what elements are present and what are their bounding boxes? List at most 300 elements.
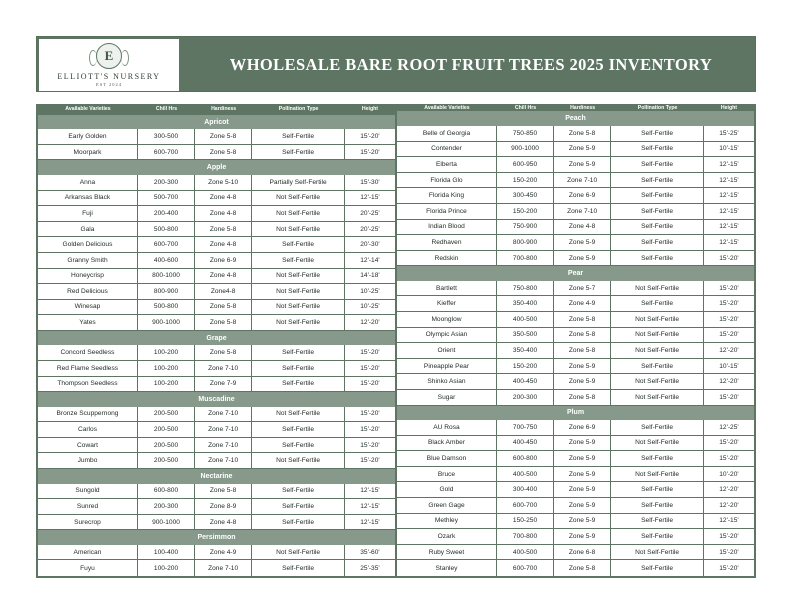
hardiness-cell: Zone 5-8 <box>554 390 611 405</box>
hardiness-cell: Zone 5-8 <box>195 145 252 160</box>
section-header: Apricot <box>38 115 395 130</box>
variety-cell: Belle of Georgia <box>397 126 497 141</box>
hardiness-cell: Zone 4-8 <box>554 220 611 235</box>
height-cell: 12'-15' <box>719 207 739 215</box>
pollination-cell: Self-Fertile <box>252 515 345 530</box>
height-cell: 12'-20' <box>719 378 739 386</box>
chill-hours-cell: 400-500 <box>497 312 554 327</box>
logo-letter: E <box>104 48 114 63</box>
right-sections <box>397 111 754 576</box>
height-cell: 15'-20' <box>360 410 380 418</box>
hardiness-cell: Zone 5-9 <box>554 467 611 482</box>
height-cell: 15'-20' <box>719 564 739 572</box>
pollination-cell: Self-Fertile <box>252 145 345 160</box>
hardiness-cell: Zone 5-9 <box>554 482 611 497</box>
hardiness-cell: Zone 6-9 <box>554 188 611 203</box>
pollination-cell: Not Self-Fertile <box>252 407 345 422</box>
logo-est: EST 2024 <box>95 82 123 87</box>
table-row <box>397 251 754 267</box>
chill-hours-cell: 800-900 <box>138 284 195 299</box>
table-row <box>397 204 754 220</box>
variety-cell: Bartlett <box>397 281 497 296</box>
chill-hours-cell: 600-700 <box>497 560 554 576</box>
variety-cell: Early Golden <box>38 129 138 144</box>
section-header: Nectarine <box>38 469 395 484</box>
height-cell: 10'-15' <box>719 362 739 370</box>
height-cell: 15'-30' <box>360 178 380 186</box>
height-cell: 10'-20' <box>719 470 739 478</box>
chill-hours-cell: 200-300 <box>138 499 195 514</box>
height-cell: 12'-15' <box>719 517 739 525</box>
height-cell: 15'-20' <box>719 548 739 556</box>
variety-cell: American <box>38 545 138 560</box>
table-row <box>397 390 754 406</box>
hardiness-cell: Zone 4-8 <box>195 191 252 206</box>
variety-cell: Blue Damson <box>397 451 497 466</box>
table-row <box>38 191 395 207</box>
height-cell: 12'-15' <box>719 192 739 200</box>
chill-hours-cell: 200-300 <box>138 175 195 190</box>
height-cell: 12'-15' <box>719 238 739 246</box>
pollination-cell: Not Self-Fertile <box>252 206 345 221</box>
left-column <box>38 104 395 576</box>
table-row <box>397 220 754 236</box>
height-cell: 12'-20' <box>719 486 739 494</box>
hardiness-cell: Zone 4-9 <box>554 296 611 311</box>
height-cell: 12'-15' <box>360 518 380 526</box>
variety-cell: Concord Seedless <box>38 345 138 360</box>
variety-cell: Sungold <box>38 484 138 499</box>
header-varieties: Available Varieties <box>65 106 111 113</box>
chill-hours-cell: 300-400 <box>497 482 554 497</box>
height-cell: 12'-20' <box>360 319 380 327</box>
pollination-cell: Self-Fertile <box>611 188 704 203</box>
table-row <box>38 515 395 531</box>
variety-cell: Red Delicious <box>38 284 138 299</box>
section-header: Apple <box>38 160 395 175</box>
pollination-cell: Not Self-Fertile <box>611 436 704 451</box>
pollination-cell: Not Self-Fertile <box>252 545 345 560</box>
header-height: Height <box>361 106 379 113</box>
variety-cell: Gala <box>38 222 138 237</box>
chill-hours-cell: 200-500 <box>138 453 195 468</box>
table-row <box>38 545 395 561</box>
height-cell: 12'-20' <box>719 346 739 354</box>
table-row <box>397 296 754 312</box>
chill-hours-cell: 200-400 <box>138 206 195 221</box>
chill-hours-cell: 150-200 <box>497 359 554 374</box>
chill-hours-cell: 200-500 <box>138 407 195 422</box>
height-cell: 10'-15' <box>719 145 739 153</box>
chill-hours-cell: 600-700 <box>138 237 195 252</box>
hardiness-cell: Zone 7-10 <box>195 361 252 376</box>
variety-cell: Stanley <box>397 560 497 576</box>
hardiness-cell: Zone 6-9 <box>195 253 252 268</box>
variety-cell: Indian Blood <box>397 220 497 235</box>
table-row <box>397 281 754 297</box>
pollination-cell: Not Self-Fertile <box>611 390 704 405</box>
table-row <box>397 482 754 498</box>
hardiness-cell: Zone 5-8 <box>195 345 252 360</box>
table-row <box>397 188 754 204</box>
pollination-cell: Self-Fertile <box>611 235 704 250</box>
height-cell: 15'-20' <box>360 426 380 434</box>
height-cell: 12'-15' <box>360 502 380 510</box>
chill-hours-cell: 600-950 <box>497 157 554 172</box>
variety-cell: Methley <box>397 514 497 529</box>
chill-hours-cell: 700-800 <box>497 529 554 544</box>
variety-cell: Winesap <box>38 300 138 315</box>
hardiness-cell: Zone 5-9 <box>554 157 611 172</box>
pollination-cell: Self-Fertile <box>252 361 345 376</box>
variety-cell: Jumbo <box>38 453 138 468</box>
header-chill: Chill Hrs <box>155 106 178 113</box>
header-chill: Chill Hrs <box>514 104 537 111</box>
chill-hours-cell: 600-800 <box>138 484 195 499</box>
pollination-cell: Self-Fertile <box>611 204 704 219</box>
height-cell: 12'-15' <box>360 487 380 495</box>
variety-cell: Black Amber <box>397 436 497 451</box>
variety-cell: Elberta <box>397 157 497 172</box>
chill-hours-cell: 350-500 <box>497 328 554 343</box>
hardiness-cell: Zone 4-8 <box>195 269 252 284</box>
table-row <box>38 237 395 253</box>
chill-hours-cell: 350-400 <box>497 343 554 358</box>
table-row <box>38 422 395 438</box>
variety-cell: Red Flame Seedless <box>38 361 138 376</box>
table-row <box>397 436 754 452</box>
chill-hours-cell: 700-800 <box>497 251 554 266</box>
section-header: Peach <box>397 111 754 126</box>
table-row <box>397 126 754 142</box>
variety-cell: Florida King <box>397 188 497 203</box>
pollination-cell: Self-Fertile <box>611 359 704 374</box>
variety-cell: Redhaven <box>397 235 497 250</box>
chill-hours-cell: 100-200 <box>138 345 195 360</box>
chill-hours-cell: 150-200 <box>497 173 554 188</box>
chill-hours-cell: 750-900 <box>497 220 554 235</box>
hardiness-cell: Zone 6-8 <box>554 545 611 560</box>
variety-cell: Pineapple Pear <box>397 359 497 374</box>
inventory-table <box>36 104 756 578</box>
chill-hours-cell: 150-250 <box>497 514 554 529</box>
variety-cell: Sunred <box>38 499 138 514</box>
header-varieties: Available Varieties <box>424 104 470 111</box>
variety-cell: Honeycrisp <box>38 269 138 284</box>
column-header <box>38 104 395 115</box>
right-column <box>397 104 754 576</box>
height-cell: 20'-25' <box>360 225 380 233</box>
section-header: Grape <box>38 331 395 346</box>
pollination-cell: Not Self-Fertile <box>252 191 345 206</box>
pollination-cell: Self-Fertile <box>611 560 704 576</box>
height-cell: 15'-20' <box>360 349 380 357</box>
table-row <box>397 374 754 390</box>
height-cell: 12'-14' <box>360 256 380 264</box>
hardiness-cell: Zone 5-9 <box>554 359 611 374</box>
pollination-cell: Self-Fertile <box>611 482 704 497</box>
table-row <box>38 345 395 361</box>
table-row <box>38 315 395 331</box>
table-row <box>397 514 754 530</box>
chill-hours-cell: 900-1000 <box>138 315 195 330</box>
hardiness-cell: Zone 5-8 <box>554 560 611 576</box>
height-cell: 15'-25' <box>719 129 739 137</box>
table-row <box>38 438 395 454</box>
variety-cell: Fuji <box>38 206 138 221</box>
variety-cell: Ruby Sweet <box>397 545 497 560</box>
chill-hours-cell: 500-800 <box>138 300 195 315</box>
table-row <box>397 451 754 467</box>
pollination-cell: Not Self-Fertile <box>252 222 345 237</box>
hardiness-cell: Zone 5-9 <box>554 436 611 451</box>
header-banner <box>36 36 756 92</box>
hardiness-cell: Zone 7-10 <box>195 407 252 422</box>
height-cell: 12'-15' <box>719 160 739 168</box>
section-header: Muscadine <box>38 392 395 407</box>
height-cell: 12'-15' <box>719 223 739 231</box>
height-cell: 12'-15' <box>360 194 380 202</box>
variety-cell: Surecrop <box>38 515 138 530</box>
variety-cell: Contender <box>397 142 497 157</box>
left-sections <box>38 115 395 576</box>
hardiness-cell: Zone 5-9 <box>554 374 611 389</box>
variety-cell: Arkansas Black <box>38 191 138 206</box>
header-pollination: Pollination Type <box>637 104 678 111</box>
height-cell: 15'-20' <box>719 439 739 447</box>
column-header <box>397 104 754 111</box>
table-row <box>38 206 395 222</box>
chill-hours-cell: 750-850 <box>497 126 554 141</box>
table-row <box>397 560 754 576</box>
chill-hours-cell: 300-500 <box>138 129 195 144</box>
variety-cell: Carlos <box>38 422 138 437</box>
hardiness-cell: Zone 4-8 <box>195 515 252 530</box>
table-row <box>397 529 754 545</box>
variety-cell: Cowart <box>38 438 138 453</box>
variety-cell: Shinko Asian <box>397 374 497 389</box>
chill-hours-cell: 400-450 <box>497 374 554 389</box>
variety-cell: Bruce <box>397 467 497 482</box>
hardiness-cell: Zone 5-7 <box>554 281 611 296</box>
chill-hours-cell: 100-400 <box>138 545 195 560</box>
table-row <box>38 284 395 300</box>
section-header: Persimmon <box>38 530 395 545</box>
table-row <box>38 560 395 576</box>
chill-hours-cell: 500-800 <box>138 222 195 237</box>
hardiness-cell: Zone 5-9 <box>554 498 611 513</box>
table-row <box>38 484 395 500</box>
pollination-cell: Not Self-Fertile <box>611 312 704 327</box>
hardiness-cell: Zone 5-8 <box>195 129 252 144</box>
height-cell: 15'-20' <box>360 441 380 449</box>
height-cell: 15'-20' <box>719 300 739 308</box>
variety-cell: Orient <box>397 343 497 358</box>
laurel-emblem-icon <box>96 43 122 69</box>
pollination-cell: Self-Fertile <box>611 142 704 157</box>
pollination-cell: Self-Fertile <box>252 484 345 499</box>
pollination-cell: Self-Fertile <box>611 220 704 235</box>
pollination-cell: Self-Fertile <box>252 377 345 392</box>
pollination-cell: Self-Fertile <box>611 420 704 435</box>
pollination-cell: Not Self-Fertile <box>252 269 345 284</box>
variety-cell: Green Gage <box>397 498 497 513</box>
hardiness-cell: Zone 8-9 <box>195 499 252 514</box>
table-row <box>38 407 395 423</box>
pollination-cell: Not Self-Fertile <box>252 453 345 468</box>
pollination-cell: Self-Fertile <box>611 514 704 529</box>
pollination-cell: Not Self-Fertile <box>252 315 345 330</box>
chill-hours-cell: 900-1000 <box>138 515 195 530</box>
pollination-cell: Self-Fertile <box>611 173 704 188</box>
variety-cell: Granny Smith <box>38 253 138 268</box>
pollination-cell: Not Self-Fertile <box>611 328 704 343</box>
height-cell: 15'-20' <box>719 284 739 292</box>
header-pollination: Pollination Type <box>278 106 319 113</box>
table-row <box>397 235 754 251</box>
chill-hours-cell: 350-400 <box>497 296 554 311</box>
variety-cell: Florida Prince <box>397 204 497 219</box>
table-row <box>38 377 395 393</box>
chill-hours-cell: 400-500 <box>497 467 554 482</box>
table-row <box>38 453 395 469</box>
height-cell: 15'-20' <box>719 393 739 401</box>
hardiness-cell: Zone 6-9 <box>554 420 611 435</box>
hardiness-cell: Zone 7-10 <box>554 173 611 188</box>
pollination-cell: Self-Fertile <box>252 253 345 268</box>
variety-cell: Florida Glo <box>397 173 497 188</box>
chill-hours-cell: 600-700 <box>138 145 195 160</box>
table-row <box>38 361 395 377</box>
height-cell: 15'-20' <box>719 331 739 339</box>
pollination-cell: Not Self-Fertile <box>252 284 345 299</box>
height-cell: 12'-25' <box>719 423 739 431</box>
chill-hours-cell: 100-200 <box>138 377 195 392</box>
height-cell: 15'-20' <box>360 380 380 388</box>
chill-hours-cell: 400-600 <box>138 253 195 268</box>
hardiness-cell: Zone 5-8 <box>195 300 252 315</box>
hardiness-cell: Zone 5-8 <box>195 484 252 499</box>
pollination-cell: Self-Fertile <box>611 126 704 141</box>
height-cell: 15'-20' <box>360 364 380 372</box>
table-row <box>397 328 754 344</box>
height-cell: 25'-35' <box>360 564 380 572</box>
height-cell: 14'-18' <box>360 272 380 280</box>
hardiness-cell: Zone 7-10 <box>195 453 252 468</box>
hardiness-cell: Zone 4-9 <box>195 545 252 560</box>
variety-cell: Yates <box>38 315 138 330</box>
chill-hours-cell: 600-700 <box>497 498 554 513</box>
height-cell: 35'-60' <box>360 548 380 556</box>
pollination-cell: Self-Fertile <box>252 560 345 576</box>
pollination-cell: Self-Fertile <box>611 498 704 513</box>
variety-cell: Golden Delicious <box>38 237 138 252</box>
table-row <box>397 467 754 483</box>
height-cell: 15'-20' <box>360 457 380 465</box>
table-row <box>38 129 395 145</box>
pollination-cell: Not Self-Fertile <box>611 545 704 560</box>
hardiness-cell: Zone 4-8 <box>195 237 252 252</box>
pollination-cell: Self-Fertile <box>252 345 345 360</box>
chill-hours-cell: 200-300 <box>497 390 554 405</box>
pollination-cell: Self-Fertile <box>252 237 345 252</box>
variety-cell: Kieffer <box>397 296 497 311</box>
header-height: Height <box>720 104 738 111</box>
table-row <box>397 498 754 514</box>
hardiness-cell: Zone 5-9 <box>554 529 611 544</box>
height-cell: 15'-20' <box>719 533 739 541</box>
header-hardiness: Hardiness <box>570 104 596 111</box>
table-row <box>38 269 395 285</box>
hardiness-cell: Zone 5-9 <box>554 235 611 250</box>
pollination-cell: Self-Fertile <box>611 296 704 311</box>
variety-cell: Olympic Asian <box>397 328 497 343</box>
hardiness-cell: Zone 5-8 <box>195 222 252 237</box>
table-row <box>397 312 754 328</box>
pollination-cell: Not Self-Fertile <box>252 300 345 315</box>
hardiness-cell: Zone 5-8 <box>195 315 252 330</box>
variety-cell: AU Rosa <box>397 420 497 435</box>
hardiness-cell: Zone 7-10 <box>195 438 252 453</box>
hardiness-cell: Zone 7-10 <box>195 422 252 437</box>
chill-hours-cell: 400-450 <box>497 436 554 451</box>
height-cell: 15'-20' <box>719 455 739 463</box>
variety-cell: Bronze Scuppernong <box>38 407 138 422</box>
variety-cell: Anna <box>38 175 138 190</box>
pollination-cell: Not Self-Fertile <box>611 374 704 389</box>
pollination-cell: Partially Self-Fertile <box>252 175 345 190</box>
variety-cell: Fuyu <box>38 560 138 576</box>
pollination-cell: Self-Fertile <box>611 529 704 544</box>
chill-hours-cell: 100-200 <box>138 560 195 576</box>
chill-hours-cell: 200-500 <box>138 422 195 437</box>
pollination-cell: Self-Fertile <box>611 451 704 466</box>
height-cell: 12'-15' <box>719 176 739 184</box>
pollination-cell: Not Self-Fertile <box>611 343 704 358</box>
height-cell: 10'-25' <box>360 287 380 295</box>
variety-cell: Redskin <box>397 251 497 266</box>
chill-hours-cell: 200-500 <box>138 438 195 453</box>
pollination-cell: Self-Fertile <box>252 129 345 144</box>
section-header: Pear <box>397 266 754 281</box>
variety-cell: Ozark <box>397 529 497 544</box>
hardiness-cell: Zone 5-8 <box>554 343 611 358</box>
table-row <box>38 300 395 316</box>
hardiness-cell: Zone 5-8 <box>554 126 611 141</box>
hardiness-cell: Zone 4-8 <box>195 206 252 221</box>
hardiness-cell: Zone 5-9 <box>554 142 611 157</box>
page-title: WHOLESALE BARE ROOT FRUIT TREES 2025 INVENTORY <box>229 55 713 74</box>
hardiness-cell: Zone 7-10 <box>554 204 611 219</box>
hardiness-cell: Zone 5-9 <box>554 451 611 466</box>
logo <box>39 39 179 91</box>
hardiness-cell: Zone 5-9 <box>554 251 611 266</box>
hardiness-cell: Zone 5-9 <box>554 514 611 529</box>
hardiness-cell: Zone 5-8 <box>554 328 611 343</box>
header-hardiness: Hardiness <box>211 106 237 113</box>
hardiness-cell: Zone 7-9 <box>195 377 252 392</box>
pollination-cell: Self-Fertile <box>252 422 345 437</box>
table-row <box>397 343 754 359</box>
pollination-cell: Not Self-Fertile <box>611 467 704 482</box>
height-cell: 15'-20' <box>719 254 739 262</box>
chill-hours-cell: 500-700 <box>138 191 195 206</box>
height-cell: 15'-20' <box>360 133 380 141</box>
chill-hours-cell: 700-750 <box>497 420 554 435</box>
table-row <box>38 145 395 161</box>
variety-cell: Gold <box>397 482 497 497</box>
pollination-cell: Not Self-Fertile <box>611 281 704 296</box>
